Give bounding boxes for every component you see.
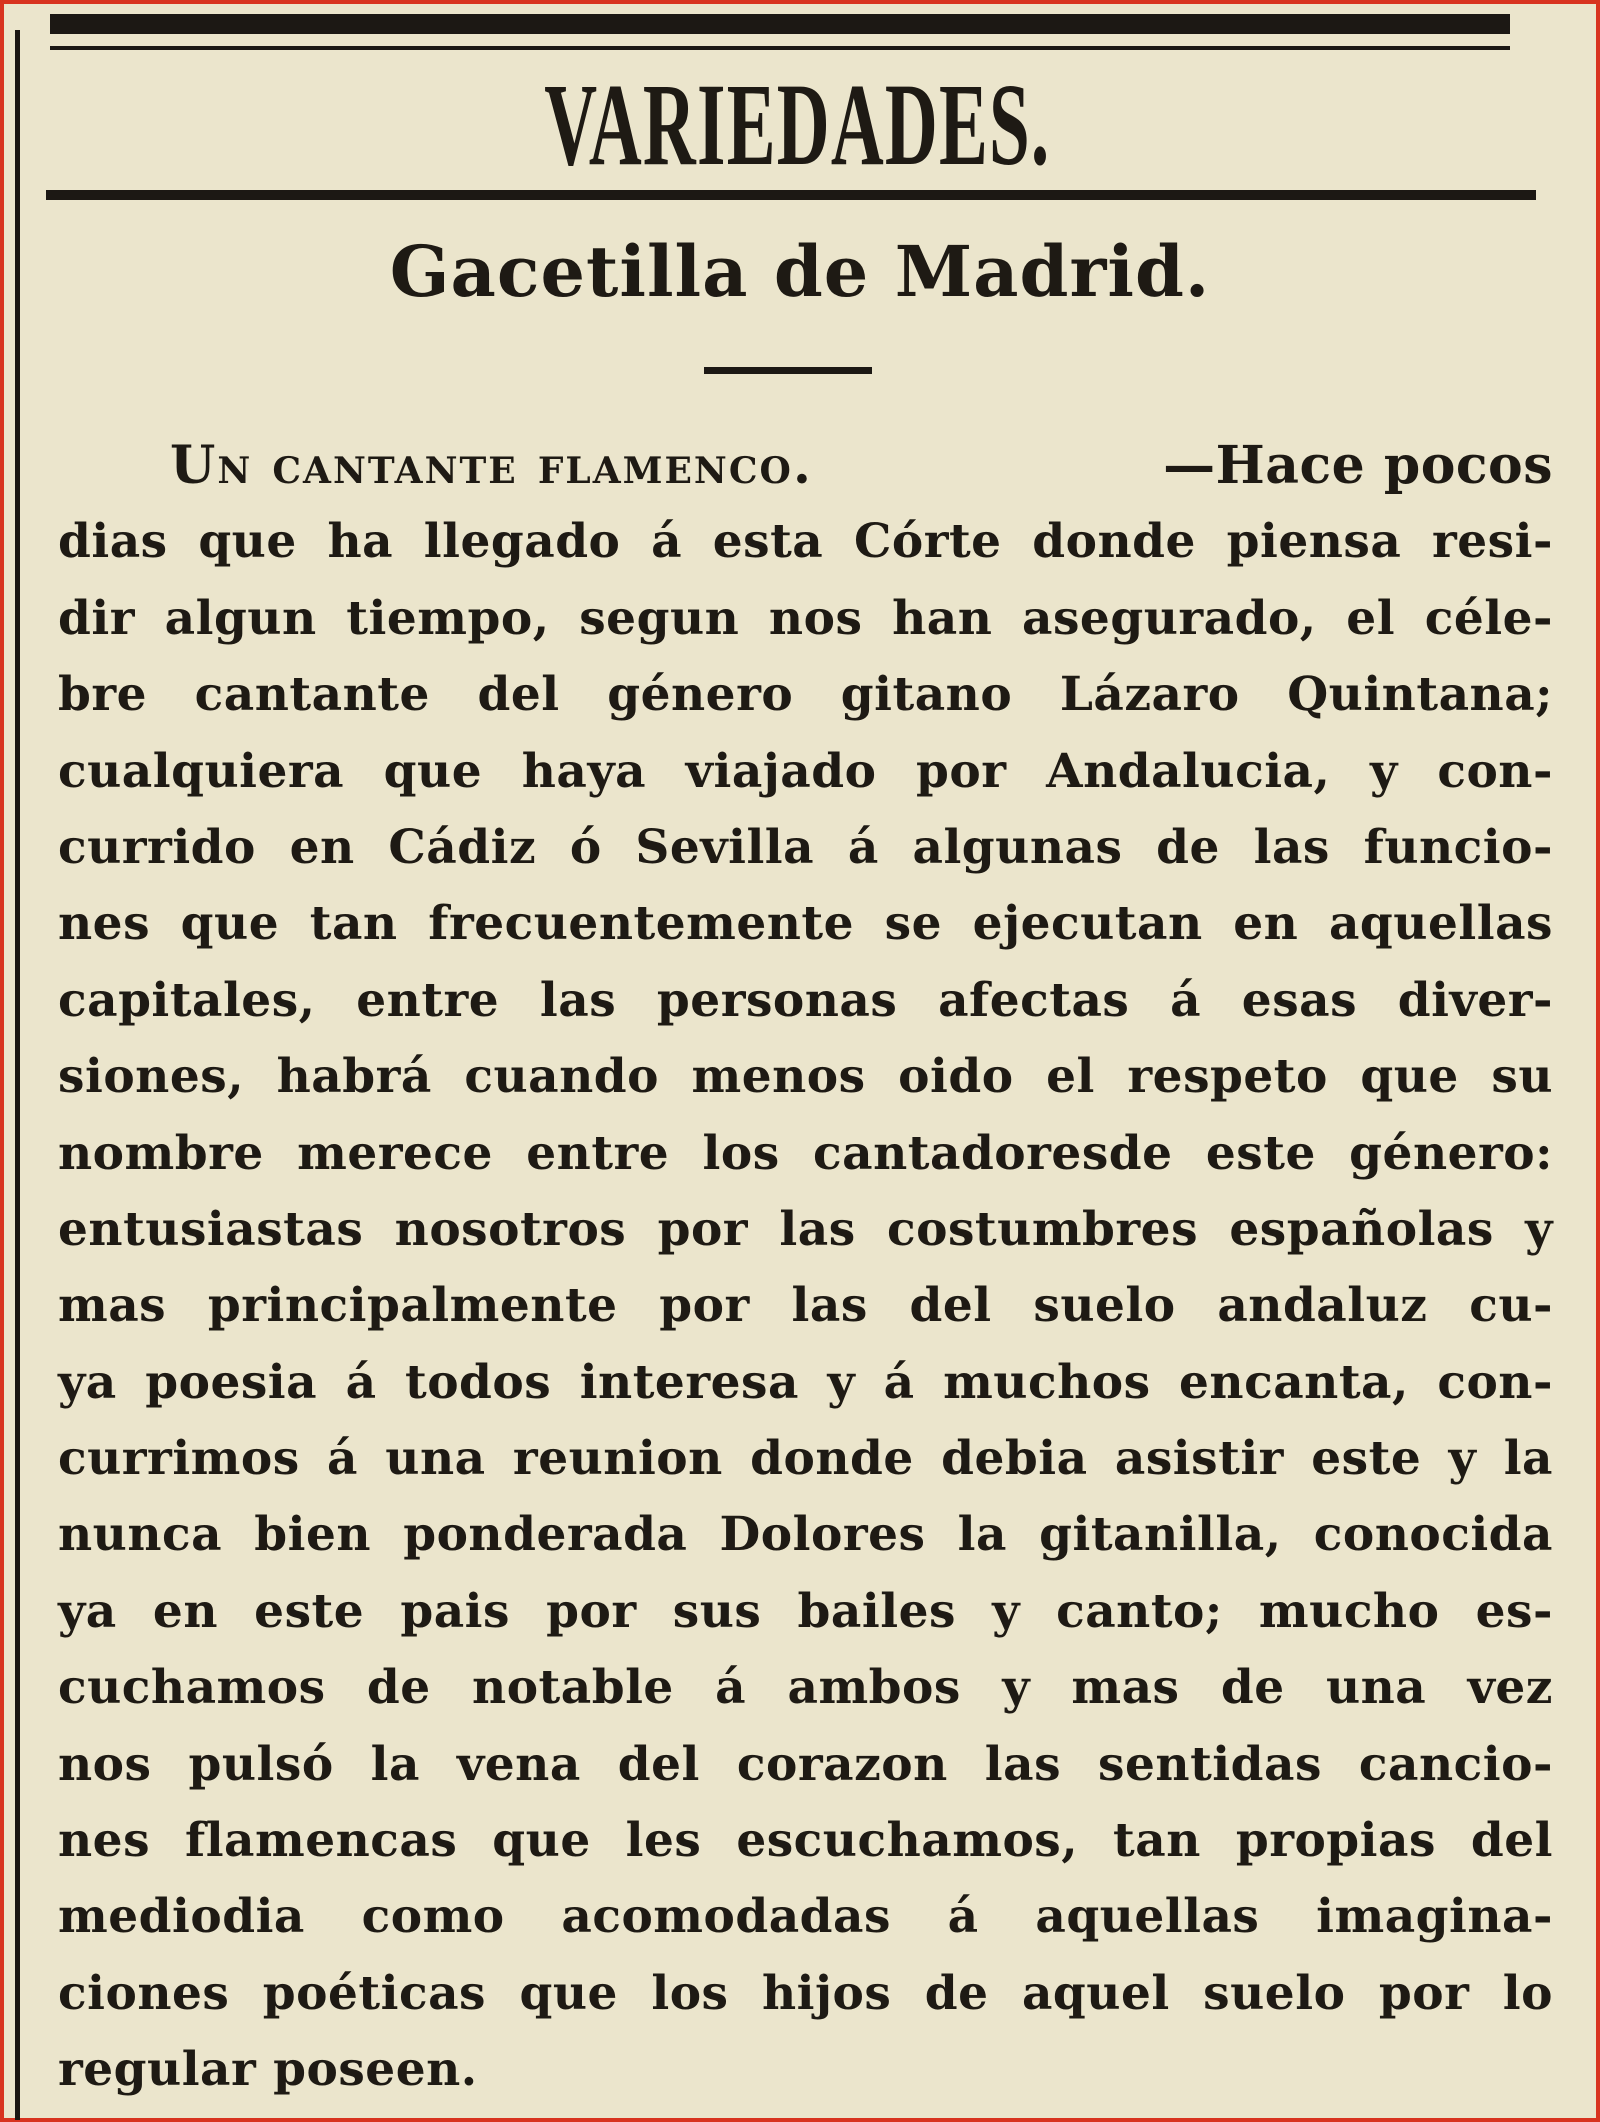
- title-underline-rule: [46, 190, 1536, 200]
- article-line: nombre merece entre los cantadoresde este género:: [58, 1125, 1553, 1181]
- top-thin-rule: [50, 46, 1510, 50]
- column-divider: [15, 30, 20, 2120]
- article-line: ciones poéticas que los hijos de aquel suelo por lo: [58, 1965, 1553, 2021]
- article-lead-caps: Un cantante flamenco.: [170, 435, 813, 496]
- section-title: VARIEDADES.: [544, 59, 1051, 190]
- article-line: entusiastas nosotros por las costumbres españolas y: [58, 1201, 1553, 1257]
- article-lead-rest: —Hace pocos: [1163, 435, 1553, 496]
- article-line: nos pulsó la vena del corazon las sentidas cancio-: [58, 1736, 1553, 1792]
- article-first-line: [58, 428, 1553, 504]
- article-line: dir algun tiempo, segun nos han asegurado, el céle-: [58, 590, 1553, 646]
- article-line: bre cantante del género gitano Lázaro Quintana;: [58, 667, 1553, 723]
- article-line: dias que ha llegado á esta Córte donde piensa resi-: [58, 514, 1553, 570]
- subtitle: Gacetilla de Madrid.: [389, 230, 1211, 313]
- article-line: nes flamencas que les escuchamos, tan propias del: [58, 1813, 1553, 1869]
- article-line: siones, habrá cuando menos oido el respeto que su: [58, 1049, 1553, 1105]
- article-line: ya en este pais por sus bailes y canto; mucho es-: [58, 1583, 1553, 1639]
- article-body: [58, 428, 1553, 2109]
- article-line: mas principalmente por las del suelo andaluz cu-: [58, 1278, 1553, 1334]
- article-line: currimos á una reunion donde debia asistir este y la: [58, 1431, 1553, 1487]
- article-line: cualquiera que haya viajado por Andalucia, y con-: [58, 743, 1553, 799]
- article-line: capitales, entre las personas afectas á esas diver-: [58, 972, 1553, 1028]
- article-line: cuchamos de notable á ambos y mas de una vez: [58, 1660, 1553, 1716]
- article-line: currido en Cádiz ó Sevilla á algunas de las funcio-: [58, 819, 1553, 875]
- top-thick-rule: [50, 14, 1510, 34]
- article-line: nunca bien ponderada Dolores la gitanilla, conocida: [58, 1507, 1553, 1563]
- article-line: mediodia como acomodadas á aquellas imagina-: [58, 1889, 1553, 1945]
- article-line: ya poesia á todos interesa y á muchos encanta, con-: [58, 1354, 1553, 1410]
- article-line: regular poseen.: [58, 2042, 478, 2098]
- short-separator-rule: [704, 367, 872, 374]
- article-line: nes que tan frecuentemente se ejecutan en aquellas: [58, 896, 1553, 952]
